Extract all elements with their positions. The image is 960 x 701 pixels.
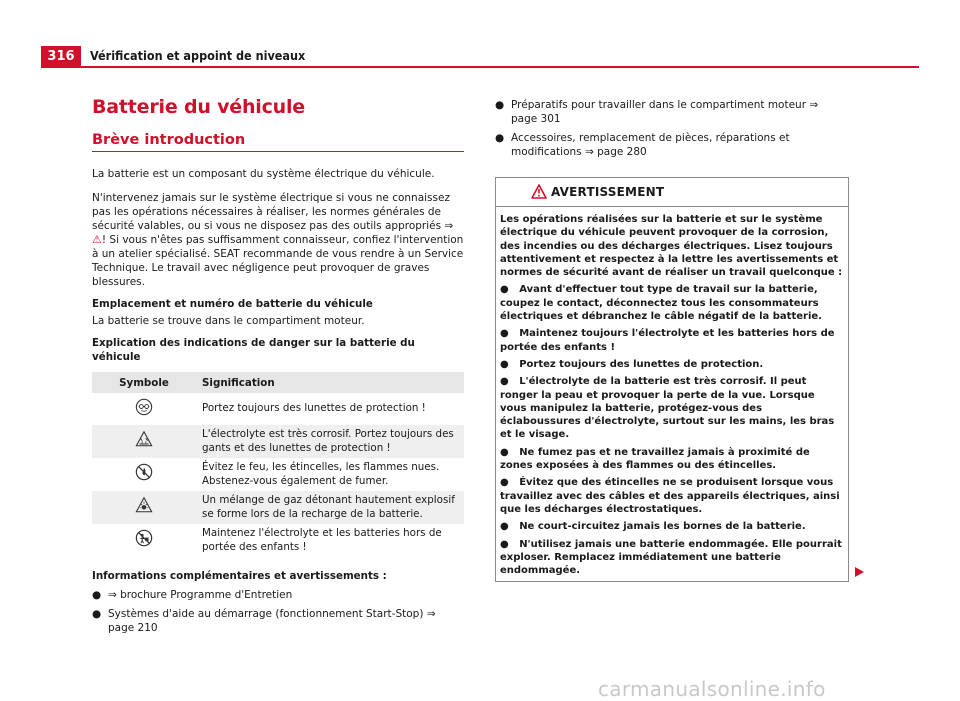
info-label: Informations complémentaires et avertissements : bbox=[92, 570, 387, 582]
right-column bbox=[495, 98, 847, 582]
list-item[interactable]: ● ⇒ brochure Programme d'Entretien bbox=[92, 589, 293, 601]
bullet-icon: ● bbox=[500, 284, 509, 296]
watermark: carmanualsonline.info bbox=[598, 677, 826, 701]
list-item[interactable]: ● Accessoires, remplacement de pièces, réparations et modifications ⇒ page 280 bbox=[495, 132, 790, 158]
bullet-icon: ● bbox=[500, 446, 509, 458]
table-row bbox=[92, 524, 464, 557]
bullet-icon: ● bbox=[495, 132, 505, 144]
info-list bbox=[92, 588, 464, 635]
continue-arrow-icon[interactable] bbox=[855, 567, 864, 577]
list-item[interactable]: ● Systèmes d'aide au démarrage (fonctionnement Start-Stop) ⇒ page 210 bbox=[92, 608, 436, 634]
corrosive-icon bbox=[135, 430, 153, 448]
col-header-meaning: Signification bbox=[196, 372, 464, 393]
left-column bbox=[92, 96, 464, 635]
bullet-icon: ● bbox=[92, 608, 102, 620]
warning-item: ● Avant d'effectuer tout type de travail sur la batterie, coupez le contact, déconnectez tous les consommateurs électriques et débranchez le câble négatif de la batterie. bbox=[500, 284, 822, 323]
col-header-symbol: Symbole bbox=[92, 372, 196, 393]
keep-children-away-icon bbox=[135, 529, 153, 547]
section-title: Batterie du véhicule bbox=[92, 96, 305, 118]
bullet-icon: ● bbox=[500, 538, 509, 550]
table-cell-meaning: Maintenez l'électrolyte et les batteries hors de portée des enfants ! bbox=[202, 527, 442, 553]
bullet-icon: ● bbox=[495, 99, 505, 111]
table-row bbox=[92, 458, 464, 491]
warning-header bbox=[496, 178, 848, 207]
table-row bbox=[92, 425, 464, 458]
reference-list bbox=[495, 98, 847, 159]
safety-paragraph bbox=[92, 191, 464, 289]
table-cell-meaning: Portez toujours des lunettes de protection ! bbox=[202, 402, 426, 415]
no-fire-icon bbox=[135, 463, 153, 481]
warning-item: ● Portez toujours des lunettes de protection. bbox=[500, 358, 764, 370]
table-cell-meaning: Évitez le feu, les étincelles, les flammes nues. Abstenez-vous également de fumer. bbox=[202, 461, 440, 487]
warning-item: ● Évitez que des étincelles ne se produisent lorsque vous travaillez avec des câbles et des appareils électriques, ainsi que les décharges électrostatiques. bbox=[500, 477, 840, 515]
bullet-icon: ● bbox=[500, 477, 509, 489]
warning-item: ● L'électrolyte de la batterie est très corrosif. Il peut ronger la peau et provoquer la perte de la vue. Lorsque vous manipulez la batterie, protégez-vous des éclaboussures d'électrolyte, surtout sur les mains, les bras et le visage. bbox=[500, 376, 835, 441]
bullet-icon: ● bbox=[500, 328, 509, 340]
warning-item: ● Ne court-circuitez jamais les bornes de la batterie. bbox=[500, 521, 806, 533]
warning-triangle-icon bbox=[531, 184, 547, 199]
warning-body bbox=[496, 207, 848, 581]
explosive-icon bbox=[135, 496, 153, 514]
intro-paragraph: La batterie est un composant du système électrique du véhicule. bbox=[92, 168, 435, 180]
warning-item: ● Maintenez toujours l'électrolyte et les batteries hors de portée des enfants ! bbox=[500, 328, 835, 353]
warning-item: ● N'utilisez jamais une batterie endommagée. Elle pourrait exploser. Remplacez immédiatement une batterie endommagée. bbox=[500, 538, 842, 577]
table-cell-meaning: L'électrolyte est très corrosif. Portez toujours des gants et des lunettes de protection ! bbox=[196, 425, 464, 458]
warning-box bbox=[495, 177, 849, 582]
location-label: Emplacement et numéro de batterie du véhicule bbox=[92, 298, 373, 310]
subsection-title: Brève introduction bbox=[92, 132, 464, 152]
warning-intro: Les opérations réalisées sur la batterie et sur le système électrique du véhicule peuvent provoquer de la corrosion, des incendies ou des décharges électriques. Lisez toujours attentivement et respectez à la lettre les avertissements et normes de sécurité avant de réaliser un travail quelconque : bbox=[500, 214, 843, 279]
safety-text-b: ! Si vous n'êtes pas suffisamment connaisseur, confiez l'intervention à un atelier spécialisé. SEAT recommande de vous rendre à un Service Technique. Le travail avec négligence peut provoquer de graves blessures. bbox=[92, 234, 464, 288]
bullet-icon: ● bbox=[92, 589, 102, 601]
warning-title: AVERTISSEMENT bbox=[551, 185, 665, 199]
table-row bbox=[92, 491, 464, 524]
table-cell-meaning: Un mélange de gaz détonant hautement explosif se forme lors de la recharge de la batterie. bbox=[196, 491, 464, 524]
chapter-title: Vérification et appoint de niveaux bbox=[90, 48, 306, 63]
page-number: 316 bbox=[41, 46, 81, 68]
danger-label: Explication des indications de danger sur la batterie du véhicule bbox=[92, 337, 415, 363]
warning-item: ● Ne fumez pas et ne travaillez jamais à proximité de zones exposées à des flammes ou des étincelles. bbox=[500, 446, 810, 472]
table-row bbox=[92, 393, 464, 425]
list-item[interactable]: ● Préparatifs pour travailler dans le compartiment moteur ⇒ page 301 bbox=[495, 99, 819, 125]
warning-reference-icon[interactable]: ⚠ bbox=[92, 233, 102, 246]
bullet-icon: ● bbox=[500, 358, 509, 370]
safety-text-a: N'intervenez jamais sur le système électrique si vous ne connaissez pas les opérations nécessaires à réaliser, les normes générales de sécurité valables, ou si vous ne disposez pas des outils appropriés ⇒ bbox=[92, 192, 454, 232]
location-text: La batterie se trouve dans le compartiment moteur. bbox=[92, 315, 365, 327]
goggles-icon bbox=[135, 398, 153, 416]
danger-symbols-table bbox=[92, 372, 464, 557]
bullet-icon: ● bbox=[500, 521, 509, 533]
header-rule bbox=[81, 66, 919, 68]
bullet-icon: ● bbox=[500, 376, 509, 388]
